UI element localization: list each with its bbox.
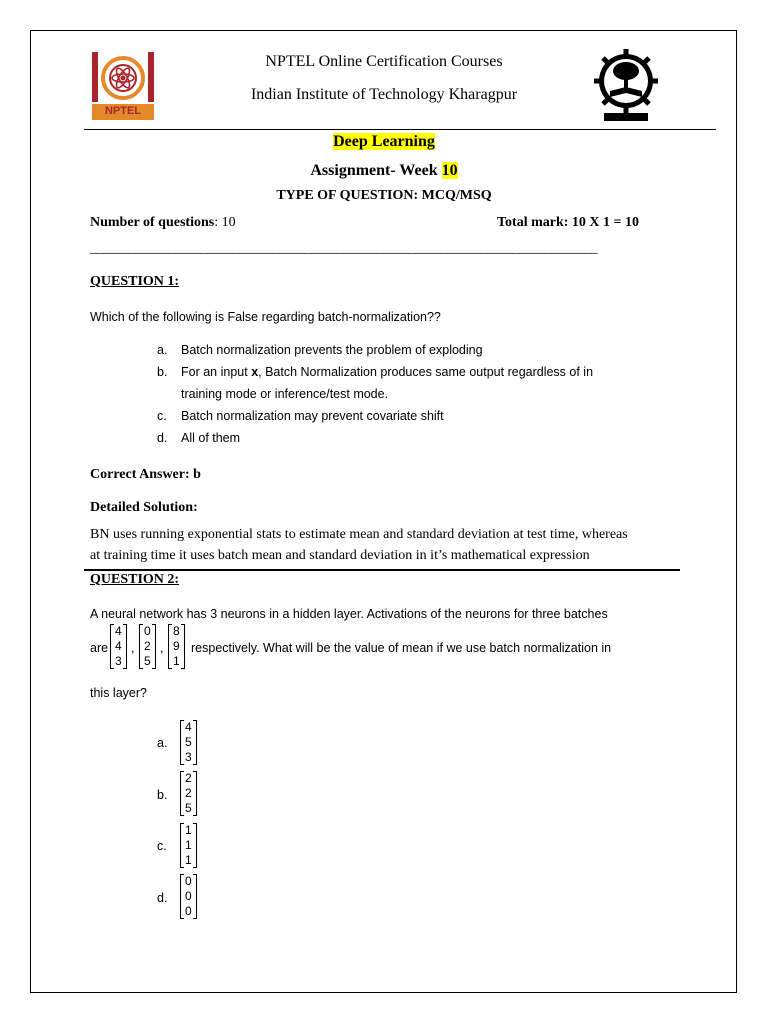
option-text-bold: x xyxy=(251,365,259,379)
question-1-solution-line2: at training time it uses batch mean and standard deviation in it’s mathematical expression xyxy=(90,548,590,563)
option-letter: c. xyxy=(157,409,167,423)
question-type: TYPE OF QUESTION: MCQ/MSQ xyxy=(276,188,492,203)
question-2-text-line3: this layer? xyxy=(90,686,147,700)
question-2-option-a-letter: a. xyxy=(157,736,168,750)
assignment-title xyxy=(0,162,768,180)
question-2-option-c-letter: c. xyxy=(157,839,167,853)
matrix-value: 2 xyxy=(144,639,151,653)
total-mark: Total mark: 10 X 1 = 10 xyxy=(497,215,640,230)
question-2-heading: QUESTION 2: xyxy=(90,572,180,587)
number-of-questions-value: : 10 xyxy=(214,215,236,230)
separator-line: ______________________________________________________________________________ xyxy=(90,241,597,256)
batch-2-matrix xyxy=(139,624,156,669)
matrix-value: 0 xyxy=(144,624,151,638)
nptel-logo-text: NPTEL xyxy=(104,105,142,117)
question-1-solution-heading: Detailed Solution: xyxy=(90,500,198,515)
option-letter: b. xyxy=(157,365,168,379)
question-2-option-a-matrix xyxy=(180,720,197,765)
question-2-option-b-matrix xyxy=(180,771,197,816)
batch-3-matrix xyxy=(168,624,185,669)
matrix-value: 1 xyxy=(185,853,192,867)
question-2-option-b-letter: b. xyxy=(157,788,168,802)
matrix-value: 5 xyxy=(185,801,192,815)
option-letter: d. xyxy=(157,431,168,445)
matrix-value: 4 xyxy=(115,639,122,653)
header-course-line: NPTEL Online Certification Courses xyxy=(265,53,503,70)
question-1-option-c xyxy=(157,409,444,423)
question-1-option-d xyxy=(157,431,240,445)
course-title-text: Deep Learning xyxy=(333,133,435,150)
question-1-correct-answer: Correct Answer: b xyxy=(90,467,201,482)
matrix-value: 2 xyxy=(185,786,192,800)
matrix-value: 5 xyxy=(185,735,192,749)
matrix-value: 5 xyxy=(144,654,151,668)
matrix-value: 9 xyxy=(173,639,180,653)
matrix-value: 0 xyxy=(185,904,192,918)
number-of-questions-label: Number of questions xyxy=(90,215,215,230)
option-letter: a. xyxy=(157,343,168,357)
question-2-option-d-letter: d. xyxy=(157,891,168,905)
matrix-value: 1 xyxy=(185,823,192,837)
matrix-value: 0 xyxy=(185,889,192,903)
assignment-title-prefix: Assignment- Week xyxy=(310,162,442,179)
question-2-text-line2: respectively. What will be the value of mean if we use batch normalization in xyxy=(191,641,612,655)
question-1-option-a xyxy=(157,343,483,357)
question-2-option-d-matrix xyxy=(180,874,197,919)
option-text: Batch normalization prevents the problem of exploding xyxy=(181,343,483,357)
question-1-option-b xyxy=(157,365,593,379)
header-rule xyxy=(84,129,716,130)
option-text-post: , Batch Normalization produces same output regardless of in xyxy=(258,365,594,379)
number-of-questions xyxy=(90,215,236,231)
option-text-pre: For an input xyxy=(181,365,252,379)
matrix-value: 3 xyxy=(185,750,192,764)
question-1-text: Which of the following is False regarding batch-normalization?? xyxy=(90,310,441,324)
question-2-option-c-matrix xyxy=(180,823,197,868)
question-divider xyxy=(84,569,680,571)
course-title xyxy=(0,133,768,151)
matrix-separator-comma: , xyxy=(160,641,164,655)
question-2-are: are xyxy=(90,641,109,655)
question-1-option-b-continued: training mode or inference/test mode. xyxy=(181,387,389,401)
option-text: Batch normalization may prevent covariate shift xyxy=(181,409,444,423)
question-1-heading: QUESTION 1: xyxy=(90,274,180,289)
matrix-value: 2 xyxy=(185,771,192,785)
matrix-value: 8 xyxy=(173,624,180,638)
assignment-week-number: 10 xyxy=(441,162,458,179)
matrix-value: 3 xyxy=(115,654,122,668)
option-text: All of them xyxy=(181,431,241,445)
matrix-value: 0 xyxy=(185,874,192,888)
header-institute-line: Indian Institute of Technology Kharagpur xyxy=(250,86,518,103)
question-2-text-line1: A neural network has 3 neurons in a hidden layer. Activations of the neurons for three batches xyxy=(90,607,608,621)
batch-1-matrix xyxy=(110,624,127,669)
matrix-value: 4 xyxy=(185,720,192,734)
matrix-separator-comma: , xyxy=(131,641,135,655)
matrix-value: 4 xyxy=(115,624,122,638)
matrix-value: 1 xyxy=(185,838,192,852)
question-1-solution-line1: BN uses running exponential stats to estimate mean and standard deviation at test time, whereas xyxy=(90,527,628,542)
matrix-value: 1 xyxy=(173,654,180,668)
